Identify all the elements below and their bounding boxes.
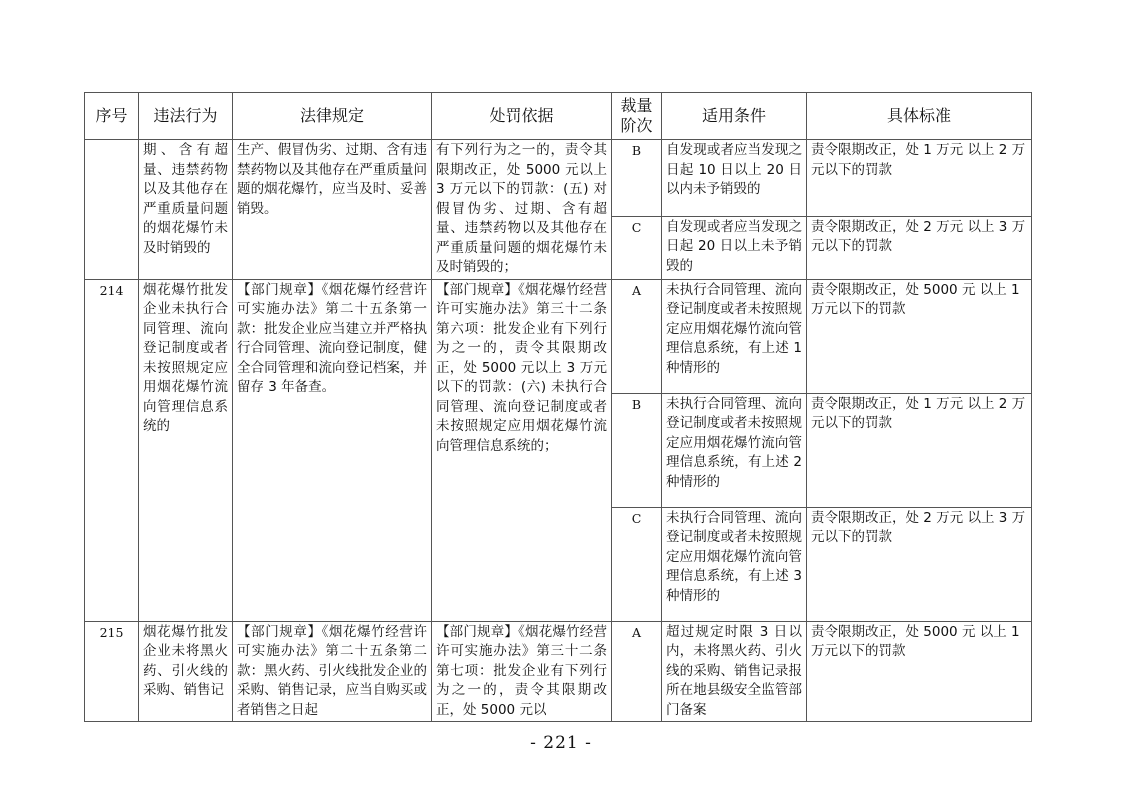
row214-act: 烟花爆竹批发企业未执行合同管理、流向登记制度或者未按照规定应用烟花爆竹流向管理信息系统的 <box>139 279 233 621</box>
table-row <box>85 279 1032 393</box>
row214-tier-a: A <box>612 279 662 393</box>
header-tier: 裁量阶次 <box>612 93 662 140</box>
header-basis: 处罚依据 <box>432 93 612 140</box>
row215-std-a: 责令限期改正，处 5000 元 以上 1 万元以下的罚款 <box>807 621 1032 722</box>
row213-law: 生产、假冒伪劣、过期、含有违禁药物以及其他存在严重质量问题的烟花爆竹，应当及时、妥善销毁。 <box>233 140 432 280</box>
row215-tier-a: A <box>612 621 662 722</box>
table-row <box>85 140 1032 217</box>
row213-std-b: 责令限期改正，处 1 万元 以上 2 万元以下的罚款 <box>807 140 1032 217</box>
header-seq: 序号 <box>85 93 139 140</box>
table-row <box>85 621 1032 722</box>
row213-std-c: 责令限期改正，处 2 万元 以上 3 万元以下的罚款 <box>807 216 1032 279</box>
header-row <box>85 93 1032 140</box>
header-cond: 适用条件 <box>662 93 807 140</box>
row213-seq <box>85 140 139 280</box>
row213-tier-c: C <box>612 216 662 279</box>
row214-std-a: 责令限期改正，处 5000 元 以上 1 万元以下的罚款 <box>807 279 1032 393</box>
row215-act: 烟花爆竹批发企业未将黑火药、引火线的采购、销售记 <box>139 621 233 722</box>
row215-cond-a: 超过规定时限 3 日以内，未将黑火药、引火线的采购、销售记录报所在地县级安全监管部门备案 <box>662 621 807 722</box>
penalty-table <box>84 92 1032 722</box>
row214-cond-a: 未执行合同管理、流向登记制度或者未按照规定应用烟花爆竹流向管理信息系统，有上述 1 种情形的 <box>662 279 807 393</box>
row215-law: 【部门规章】《烟花爆竹经营许可实施办法》第二十五条第二款：黑火药、引火线批发企业的采购、销售记录，应当自购买或者销售之日起 <box>233 621 432 722</box>
header-act: 违法行为 <box>139 93 233 140</box>
row213-basis: 有下列行为之一的，责令其限期改正，处 5000 元以上 3 万元以下的罚款：(五) 对假冒伪劣、过期、含有超量、违禁药物以及其他存在严重质量问题的烟花爆竹未及时销毁的； <box>432 140 612 280</box>
header-std: 具体标准 <box>807 93 1032 140</box>
row215-basis: 【部门规章】《烟花爆竹经营许可实施办法》第三十二条第七项：批发企业有下列行为之一的，责令其限期改正，处 5000 元以 <box>432 621 612 722</box>
row214-tier-c: C <box>612 507 662 621</box>
row215-seq: 215 <box>85 621 139 722</box>
row214-seq: 214 <box>85 279 139 621</box>
row214-basis: 【部门规章】《烟花爆竹经营许可实施办法》第三十二条第六项：批发企业有下列行为之一的，责令其限期改正，处 5000 元以上 3 万元以下的罚款：(六) 未执行合同管理、流向登记制度或者未按照规定应用烟花爆竹流向管理信息系统的； <box>432 279 612 621</box>
row214-law: 【部门规章】《烟花爆竹经营许可实施办法》第二十五条第一款：批发企业应当建立并严格执行合同管理、流向登记制度，健全合同管理和流向登记档案，并留存 3 年备查。 <box>233 279 432 621</box>
row214-cond-b: 未执行合同管理、流向登记制度或者未按照规定应用烟花爆竹流向管理信息系统，有上述 2 种情形的 <box>662 393 807 507</box>
row214-std-c: 责令限期改正，处 2 万元 以上 3 万元以下的罚款 <box>807 507 1032 621</box>
row213-tier-b: B <box>612 140 662 217</box>
row213-cond-c: 自发现或者应当发现之日起 20 日以上未予销毁的 <box>662 216 807 279</box>
row214-std-b: 责令限期改正，处 1 万元 以上 2 万元以下的罚款 <box>807 393 1032 507</box>
row213-act: 期、含有超量、违禁药物以及其他存在严重质量问题的烟花爆竹未及时销毁的 <box>139 140 233 280</box>
row214-cond-c: 未执行合同管理、流向登记制度或者未按照规定应用烟花爆竹流向管理信息系统，有上述 3 种情形的 <box>662 507 807 621</box>
row214-tier-b: B <box>612 393 662 507</box>
header-law: 法律规定 <box>233 93 432 140</box>
page-number: - 221 - <box>530 733 592 753</box>
row213-cond-b: 自发现或者应当发现之日起 10 日以上 20 日以内未予销毁的 <box>662 140 807 217</box>
